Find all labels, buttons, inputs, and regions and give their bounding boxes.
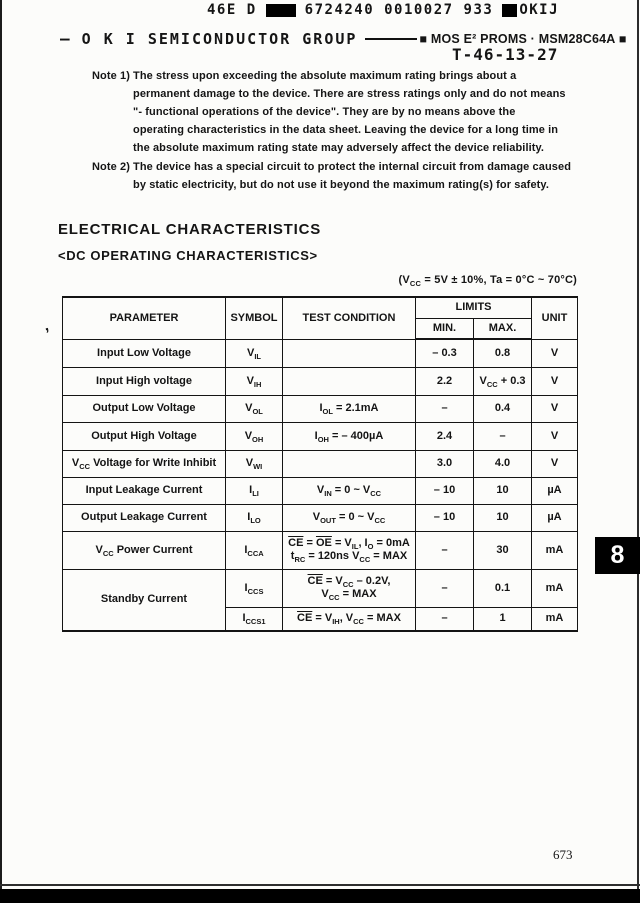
note-1 [92,67,592,157]
cell-parameter: $V_{CC}$ Power Current [63,531,226,569]
cell-condition [283,339,416,367]
cell-min: – [416,607,474,631]
cell-min: – 0.3 [416,339,474,367]
cell-symbol: $V_{OL}$ [226,395,283,422]
cell-parameter: Output Leakage Current [63,504,226,531]
scan-stamp-line [207,2,559,18]
footer-black-band [0,889,640,903]
test-conditions-note: ($V_{CC} = 5V \pm 10\%$, Ta = 0°C ~ 70°C) [398,274,577,289]
cell-min: – 10 [416,477,474,504]
table-row [63,339,578,367]
cell-min: 3.0 [416,450,474,477]
col-header-symbol: SYMBOL [226,297,283,339]
cell-symbol: $I_{CCS}$ [226,569,283,607]
cell-max: – [474,422,532,450]
table-row [63,422,578,450]
cell-symbol: $I_{LO}$ [226,504,283,531]
header-dash: — [60,29,70,48]
page-number: 673 [553,847,573,862]
cell-unit: V [532,339,578,367]
cell-parameter: Input Leakage Current [63,477,226,504]
stamp-numbers: 6724240 0010027 933 [304,2,494,18]
cell-condition: $\overline{CE} = V_{IH}$, $V_{CC}$ = MAX [283,607,416,631]
cell-parameter: Standby Current [63,569,226,631]
col-header-unit: UNIT [532,297,578,339]
cell-unit: V [532,395,578,422]
cell-parameter: Input High voltage [63,367,226,395]
cell-max: 0.4 [474,395,532,422]
cell-unit: µA [532,477,578,504]
company-name: O K I SEMICONDUCTOR GROUP [81,29,358,48]
cell-parameter: Output High Voltage [63,422,226,450]
cell-condition: $\overline{CE} = \overline{OE} = V_{IL}$, $I_O = 0mA$ $t_{RC} = 120ns$ $V_{CC}$ = MAX [283,531,416,569]
note-2-label: Note 2) [92,161,130,173]
cell-condition [283,367,416,395]
section-subtitle: <DC OPERATING CHARACTERISTICS> [58,248,318,263]
cell-condition: $V_{IN} = 0$ ~ $V_{CC}$ [283,477,416,504]
cell-symbol: $V_{IL}$ [226,339,283,367]
stamp-block-icon [266,4,296,17]
footer-rule [0,884,640,886]
cell-symbol: $V_{WI}$ [226,450,283,477]
margin-tick-mark: ’ [44,325,53,344]
table-header-row-1 [63,297,578,318]
cell-min: 2.2 [416,367,474,395]
section-title: ELECTRICAL CHARACTERISTICS [58,221,322,238]
table-row [63,477,578,504]
table-row [63,504,578,531]
document-code: T-46-13-27 [452,45,559,64]
cell-unit: V [532,422,578,450]
chapter-tab-badge: 8 [595,537,640,574]
cell-condition: $I_{OH}$ = – 400µA [283,422,416,450]
col-header-condition: TEST CONDITION [283,297,416,339]
cell-max: 0.8 [474,339,532,367]
table-row [63,531,578,569]
cell-parameter: $V_{CC}$ Voltage for Write Inhibit [63,450,226,477]
cell-parameter: Input Low Voltage [63,339,226,367]
cell-unit: V [532,450,578,477]
product-family-label: ■ MOS E² PROMS · MSM28C64A ■ [419,31,627,46]
cell-unit: mA [532,569,578,607]
scan-left-border [0,0,2,903]
cell-max: 10 [474,477,532,504]
cell-unit: mA [532,607,578,631]
cell-max: 10 [474,504,532,531]
stamp-block-icon [502,4,517,17]
stamp-text-right: OKIJ [519,2,560,18]
cell-condition: $V_{OUT} = 0$ ~ $V_{CC}$ [283,504,416,531]
cell-min: – 10 [416,504,474,531]
cell-symbol: $V_{IH}$ [226,367,283,395]
cell-min: – [416,395,474,422]
note-1-label: Note 1) [92,70,130,82]
note-2-text: The device has a special circuit to protect the internal circuit from damage caused by static electricity, but do not use it beyond the maximum rating(s) for safety. [133,161,572,191]
cell-min: – [416,569,474,607]
table-row [63,569,578,607]
note-1-text: The stress upon exceeding the absolute maximum rating brings about a permanent damage to the device. There are stress ratings only and do not means "- functional operations of the device". They are by no means above the operating characteristics in the data sheet. Leaving the device for a long time in the absolute maximum rating state may adversely affect the device reliability. [133,70,566,154]
stamp-text-left: 46E D [207,2,257,18]
stamp-right-group [502,2,559,18]
cell-min: – [416,531,474,569]
table-row [63,367,578,395]
cell-condition: $\overline{CE} = V_{CC} - 0.2V$, $V_{CC}$ = MAX [283,569,416,607]
col-header-parameter: PARAMETER [63,297,226,339]
cell-min: 2.4 [416,422,474,450]
cell-symbol: $I_{CCS1}$ [226,607,283,631]
dc-characteristics-table [62,296,578,632]
table-row [63,395,578,422]
cell-max: 1 [474,607,532,631]
cell-unit: V [532,367,578,395]
cell-max: 30 [474,531,532,569]
cell-symbol: $I_{LI}$ [226,477,283,504]
cell-symbol: $V_{OH}$ [226,422,283,450]
header-rule [365,38,417,40]
cell-max: $V_{CC} + 0.3$ [474,367,532,395]
table-row [63,450,578,477]
col-header-limits: LIMITS [416,297,532,318]
cell-unit: µA [532,504,578,531]
cell-unit: mA [532,531,578,569]
col-header-min: MIN. [416,318,474,339]
col-header-max: MAX. [474,318,532,339]
cell-condition: $I_{OL} = 2.1mA$ [283,395,416,422]
note-2 [92,158,592,194]
cell-condition [283,450,416,477]
cell-max: 0.1 [474,569,532,607]
notes-block [92,67,592,195]
cell-max: 4.0 [474,450,532,477]
scan-right-border [637,0,639,903]
cell-symbol: $I_{CCA}$ [226,531,283,569]
cell-parameter: Output Low Voltage [63,395,226,422]
